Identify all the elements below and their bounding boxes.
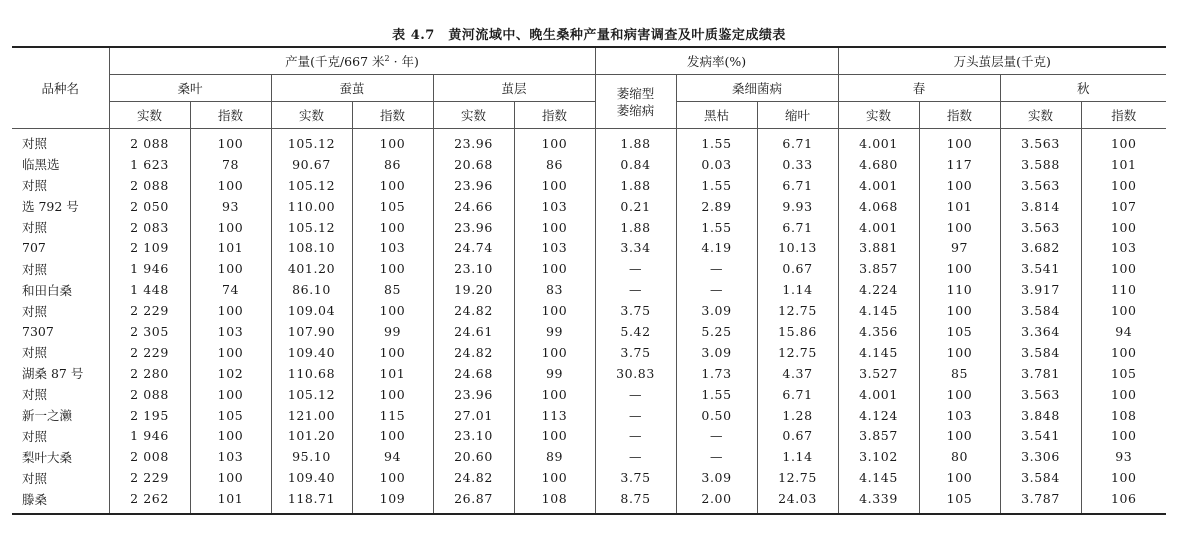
cell-layer-index: 100 [514,217,595,238]
cell-spring-index: 110 [919,279,1000,300]
cell-leaf-index: 103 [190,321,271,342]
cell-cocoon-actual: 86.10 [271,279,352,300]
cell-spring-actual: 4.224 [838,279,919,300]
cell-leaf-index: 100 [190,425,271,446]
cell-spring-actual: 4.001 [838,129,919,154]
cell-leaf-actual: 1 946 [109,258,190,279]
cell-autumn-index: 108 [1081,405,1166,426]
cell-autumn-index: 100 [1081,300,1166,321]
cell-cocoon-index: 94 [352,446,433,467]
cell-cocoon-index: 103 [352,237,433,258]
header-black-blight: 黑枯 [676,102,757,129]
cell-leaf-actual: 2 229 [109,300,190,321]
cell-cocoon-actual: 109.40 [271,342,352,363]
cell-spring-index: 103 [919,405,1000,426]
cell-autumn-actual: 3.584 [1000,300,1081,321]
table-row [12,405,1166,426]
header-index: 指数 [919,102,1000,129]
cell-autumn-actual: 3.848 [1000,405,1081,426]
table-row [12,217,1166,238]
cell-shrink-leaf: 15.86 [757,321,838,342]
header-actual: 实数 [271,102,352,129]
cell-leaf-actual: 2 088 [109,129,190,154]
cell-autumn-index: 100 [1081,217,1166,238]
cell-variety: 对照 [12,425,109,446]
cell-layer-actual: 24.61 [433,321,514,342]
cell-leaf-index: 101 [190,237,271,258]
cell-variety: 和田白桑 [12,279,109,300]
header-shrink-leaf: 缩叶 [757,102,838,129]
cell-leaf-index: 102 [190,363,271,384]
cell-variety: 对照 [12,342,109,363]
header-cocoon: 蚕茧 [271,75,433,102]
cell-shrink-leaf: 1.14 [757,279,838,300]
cell-layer-actual: 23.10 [433,258,514,279]
cell-black-blight: 3.09 [676,300,757,321]
cell-black-blight: 3.09 [676,467,757,488]
cell-layer-index: 103 [514,237,595,258]
table-row [12,321,1166,342]
cell-layer-actual: 23.96 [433,384,514,405]
cell-spring-index: 100 [919,342,1000,363]
cell-leaf-index: 100 [190,384,271,405]
cell-layer-index: 100 [514,175,595,196]
cell-black-blight: 1.55 [676,129,757,154]
cell-leaf-actual: 2 050 [109,196,190,217]
cell-cocoon-actual: 107.90 [271,321,352,342]
data-table [12,46,1166,515]
cell-variety: 梨叶大桑 [12,446,109,467]
cell-autumn-actual: 3.584 [1000,467,1081,488]
cell-leaf-index: 103 [190,446,271,467]
cell-black-blight: — [676,446,757,467]
cell-layer-index: 86 [514,154,595,175]
cell-dwarf: 0.84 [595,154,676,175]
cell-autumn-actual: 3.306 [1000,446,1081,467]
cell-autumn-index: 100 [1081,467,1166,488]
table-row [12,279,1166,300]
cell-layer-index: 100 [514,425,595,446]
header-autumn: 秋 [1000,75,1166,102]
cell-cocoon-index: 109 [352,488,433,514]
cell-black-blight: 4.19 [676,237,757,258]
header-index: 指数 [1081,102,1166,129]
cell-black-blight: 1.55 [676,384,757,405]
table-row [12,300,1166,321]
cell-dwarf: — [595,279,676,300]
cell-autumn-actual: 3.584 [1000,342,1081,363]
cell-variety: 湖桑 87 号 [12,363,109,384]
cell-layer-index: 113 [514,405,595,426]
cell-layer-actual: 24.68 [433,363,514,384]
cell-shrink-leaf: 0.33 [757,154,838,175]
cell-autumn-actual: 3.541 [1000,425,1081,446]
cell-dwarf: — [595,425,676,446]
cell-cocoon-index: 99 [352,321,433,342]
cell-spring-index: 117 [919,154,1000,175]
cell-cocoon-actual: 108.10 [271,237,352,258]
cell-variety: 临黑选 [12,154,109,175]
cell-autumn-actual: 3.917 [1000,279,1081,300]
cell-cocoon-index: 100 [352,258,433,279]
cell-dwarf: 3.75 [595,342,676,363]
cell-spring-index: 100 [919,258,1000,279]
cell-spring-actual: 3.857 [838,258,919,279]
cell-spring-actual: 4.124 [838,405,919,426]
cell-black-blight: 1.55 [676,217,757,238]
cell-variety: 对照 [12,217,109,238]
cell-autumn-index: 107 [1081,196,1166,217]
cell-autumn-index: 100 [1081,384,1166,405]
cell-autumn-index: 93 [1081,446,1166,467]
cell-cocoon-index: 100 [352,175,433,196]
cell-spring-actual: 4.001 [838,217,919,238]
table-row [12,363,1166,384]
cell-cocoon-actual: 90.67 [271,154,352,175]
header-bacterial-disease: 桑细菌病 [676,75,838,102]
table-header [12,47,1166,129]
cell-dwarf: 0.21 [595,196,676,217]
cell-autumn-actual: 3.563 [1000,217,1081,238]
cell-layer-actual: 24.74 [433,237,514,258]
cell-layer-actual: 24.82 [433,467,514,488]
cell-layer-index: 103 [514,196,595,217]
table-row [12,196,1166,217]
table-row [12,237,1166,258]
cell-spring-index: 105 [919,488,1000,514]
cell-dwarf: — [595,446,676,467]
cell-autumn-actual: 3.563 [1000,129,1081,154]
cell-spring-index: 100 [919,175,1000,196]
cell-spring-actual: 4.680 [838,154,919,175]
cell-spring-actual: 4.001 [838,175,919,196]
cell-black-blight: — [676,279,757,300]
cell-shrink-leaf: 6.71 [757,384,838,405]
cell-black-blight: 3.09 [676,342,757,363]
cell-spring-index: 100 [919,384,1000,405]
cell-cocoon-index: 100 [352,129,433,154]
cell-layer-index: 99 [514,363,595,384]
cell-layer-index: 108 [514,488,595,514]
cell-dwarf: — [595,405,676,426]
cell-cocoon-index: 100 [352,300,433,321]
header-disease-group: 发病率(%) [595,47,838,75]
cell-spring-actual: 4.001 [838,384,919,405]
table-row [12,129,1166,154]
cell-layer-index: 100 [514,129,595,154]
cell-leaf-actual: 2 229 [109,467,190,488]
cell-autumn-index: 100 [1081,425,1166,446]
cell-cocoon-index: 105 [352,196,433,217]
header-index: 指数 [352,102,433,129]
cell-cocoon-index: 100 [352,467,433,488]
table-row [12,258,1166,279]
cell-dwarf: 5.42 [595,321,676,342]
cell-shrink-leaf: 9.93 [757,196,838,217]
cell-autumn-index: 94 [1081,321,1166,342]
cell-leaf-index: 105 [190,405,271,426]
cell-black-blight: — [676,425,757,446]
cell-leaf-index: 100 [190,342,271,363]
cell-cocoon-actual: 95.10 [271,446,352,467]
cell-spring-actual: 4.145 [838,467,919,488]
cell-autumn-actual: 3.588 [1000,154,1081,175]
cell-shrink-leaf: 12.75 [757,342,838,363]
cell-cocoon-actual: 105.12 [271,384,352,405]
cell-leaf-index: 78 [190,154,271,175]
cell-layer-index: 100 [514,467,595,488]
cell-cocoon-actual: 109.40 [271,467,352,488]
header-actual: 实数 [433,102,514,129]
cell-black-blight: 1.73 [676,363,757,384]
cell-dwarf: 1.88 [595,129,676,154]
cell-dwarf: 3.75 [595,467,676,488]
cell-leaf-actual: 2 008 [109,446,190,467]
cell-layer-actual: 20.68 [433,154,514,175]
cell-shrink-leaf: 12.75 [757,467,838,488]
cell-dwarf: — [595,384,676,405]
cell-cocoon-actual: 110.68 [271,363,352,384]
cell-cocoon-index: 100 [352,384,433,405]
cell-variety: 对照 [12,467,109,488]
cell-black-blight: 2.89 [676,196,757,217]
cell-shrink-leaf: 4.37 [757,363,838,384]
cell-leaf-actual: 1 946 [109,425,190,446]
cell-cocoon-index: 115 [352,405,433,426]
cell-layer-actual: 23.96 [433,129,514,154]
cell-spring-index: 80 [919,446,1000,467]
table-body [12,129,1166,515]
cell-leaf-actual: 1 448 [109,279,190,300]
cell-spring-actual: 3.527 [838,363,919,384]
cell-black-blight: — [676,258,757,279]
table-row [12,446,1166,467]
header-yield-group: 产量(千克/667 米$^2$ · 年) [109,47,595,75]
cell-spring-actual: 4.356 [838,321,919,342]
cell-black-blight: 0.50 [676,405,757,426]
cell-variety: 新一之濑 [12,405,109,426]
cell-variety: 7307 [12,321,109,342]
cell-dwarf: 3.75 [595,300,676,321]
cell-spring-index: 85 [919,363,1000,384]
cell-leaf-index: 93 [190,196,271,217]
table-row [12,175,1166,196]
cell-autumn-actual: 3.814 [1000,196,1081,217]
cell-leaf-index: 100 [190,129,271,154]
cell-autumn-index: 100 [1081,258,1166,279]
cell-layer-index: 100 [514,342,595,363]
cell-autumn-actual: 3.787 [1000,488,1081,514]
cell-variety: 对照 [12,384,109,405]
cell-black-blight: 5.25 [676,321,757,342]
cell-black-blight: 0.03 [676,154,757,175]
cell-dwarf: — [595,258,676,279]
header-cocoon-group: 万头茧层量(千克) [838,47,1166,75]
cell-layer-actual: 24.66 [433,196,514,217]
cell-variety: 对照 [12,258,109,279]
cell-spring-index: 100 [919,300,1000,321]
header-cocoon-layer: 茧层 [433,75,595,102]
cell-dwarf: 30.83 [595,363,676,384]
cell-spring-index: 100 [919,467,1000,488]
table-row [12,154,1166,175]
header-mulberry-leaf: 桑叶 [109,75,271,102]
cell-spring-actual: 4.145 [838,342,919,363]
cell-layer-actual: 19.20 [433,279,514,300]
cell-leaf-actual: 2 083 [109,217,190,238]
cell-leaf-actual: 2 195 [109,405,190,426]
cell-autumn-index: 101 [1081,154,1166,175]
cell-black-blight: 1.55 [676,175,757,196]
cell-autumn-index: 110 [1081,279,1166,300]
cell-leaf-index: 100 [190,300,271,321]
cell-leaf-actual: 2 109 [109,237,190,258]
cell-layer-actual: 27.01 [433,405,514,426]
cell-spring-actual: 4.068 [838,196,919,217]
cell-cocoon-index: 85 [352,279,433,300]
cell-spring-index: 100 [919,425,1000,446]
cell-autumn-actual: 3.364 [1000,321,1081,342]
cell-layer-actual: 24.82 [433,342,514,363]
cell-autumn-index: 103 [1081,237,1166,258]
cell-shrink-leaf: 12.75 [757,300,838,321]
cell-cocoon-actual: 105.12 [271,129,352,154]
cell-shrink-leaf: 6.71 [757,175,838,196]
cell-cocoon-actual: 401.20 [271,258,352,279]
cell-layer-actual: 23.96 [433,175,514,196]
cell-leaf-actual: 2 088 [109,175,190,196]
cell-shrink-leaf: 6.71 [757,217,838,238]
cell-spring-index: 100 [919,129,1000,154]
cell-layer-actual: 26.87 [433,488,514,514]
cell-spring-index: 100 [919,217,1000,238]
cell-layer-index: 100 [514,384,595,405]
cell-cocoon-actual: 109.04 [271,300,352,321]
cell-cocoon-actual: 121.00 [271,405,352,426]
cell-spring-index: 97 [919,237,1000,258]
header-variety: 品种名 [12,47,109,129]
table-row [12,467,1166,488]
cell-autumn-index: 100 [1081,175,1166,196]
cell-autumn-actual: 3.563 [1000,175,1081,196]
cell-layer-index: 99 [514,321,595,342]
cell-shrink-leaf: 0.67 [757,258,838,279]
cell-variety: 滕桑 [12,488,109,514]
cell-shrink-leaf: 1.14 [757,446,838,467]
cell-leaf-index: 74 [190,279,271,300]
cell-layer-index: 83 [514,279,595,300]
cell-dwarf: 8.75 [595,488,676,514]
cell-cocoon-actual: 110.00 [271,196,352,217]
cell-leaf-index: 100 [190,217,271,238]
cell-variety: 对照 [12,129,109,154]
cell-black-blight: 2.00 [676,488,757,514]
cell-cocoon-actual: 105.12 [271,175,352,196]
header-spring: 春 [838,75,1000,102]
cell-leaf-actual: 2 088 [109,384,190,405]
cell-leaf-index: 100 [190,175,271,196]
cell-shrink-leaf: 10.13 [757,237,838,258]
cell-variety: 对照 [12,300,109,321]
cell-spring-actual: 3.102 [838,446,919,467]
cell-cocoon-actual: 118.71 [271,488,352,514]
cell-spring-actual: 3.857 [838,425,919,446]
cell-autumn-index: 106 [1081,488,1166,514]
cell-leaf-index: 100 [190,467,271,488]
cell-layer-index: 89 [514,446,595,467]
cell-shrink-leaf: 1.28 [757,405,838,426]
table-row [12,342,1166,363]
cell-dwarf: 1.88 [595,175,676,196]
cell-leaf-index: 101 [190,488,271,514]
cell-autumn-index: 100 [1081,129,1166,154]
cell-spring-index: 105 [919,321,1000,342]
cell-leaf-actual: 2 262 [109,488,190,514]
cell-cocoon-index: 100 [352,217,433,238]
table-title: 表 4.7 黄河流域中、晚生桑种产量和病害调查及叶质鉴定成绩表 [392,28,786,43]
cell-layer-actual: 24.82 [433,300,514,321]
cell-dwarf: 3.34 [595,237,676,258]
cell-leaf-actual: 1 623 [109,154,190,175]
cell-shrink-leaf: 0.67 [757,425,838,446]
cell-autumn-actual: 3.563 [1000,384,1081,405]
table-row [12,425,1166,446]
cell-cocoon-actual: 105.12 [271,217,352,238]
cell-autumn-actual: 3.541 [1000,258,1081,279]
cell-cocoon-index: 100 [352,425,433,446]
cell-dwarf: 1.88 [595,217,676,238]
cell-spring-index: 101 [919,196,1000,217]
cell-variety: 对照 [12,175,109,196]
table-row [12,384,1166,405]
cell-cocoon-index: 86 [352,154,433,175]
cell-layer-actual: 20.60 [433,446,514,467]
cell-leaf-actual: 2 229 [109,342,190,363]
cell-leaf-actual: 2 305 [109,321,190,342]
cell-cocoon-actual: 101.20 [271,425,352,446]
cell-variety: 选 792 号 [12,196,109,217]
cell-cocoon-index: 101 [352,363,433,384]
cell-autumn-actual: 3.682 [1000,237,1081,258]
header-actual: 实数 [838,102,919,129]
cell-spring-actual: 3.881 [838,237,919,258]
header-index: 指数 [514,102,595,129]
cell-layer-actual: 23.96 [433,217,514,238]
cell-shrink-leaf: 24.03 [757,488,838,514]
table-row [12,488,1166,514]
cell-autumn-index: 105 [1081,363,1166,384]
header-actual: 实数 [1000,102,1081,129]
header-actual: 实数 [109,102,190,129]
header-index: 指数 [190,102,271,129]
header-dwarf-disease: 萎缩型 萎缩病 [595,75,676,129]
cell-spring-actual: 4.145 [838,300,919,321]
cell-shrink-leaf: 6.71 [757,129,838,154]
cell-layer-index: 100 [514,300,595,321]
cell-leaf-index: 100 [190,258,271,279]
cell-autumn-index: 100 [1081,342,1166,363]
cell-cocoon-index: 100 [352,342,433,363]
cell-layer-index: 100 [514,258,595,279]
cell-autumn-actual: 3.781 [1000,363,1081,384]
cell-variety: 707 [12,237,109,258]
cell-spring-actual: 4.339 [838,488,919,514]
cell-layer-actual: 23.10 [433,425,514,446]
cell-leaf-actual: 2 280 [109,363,190,384]
